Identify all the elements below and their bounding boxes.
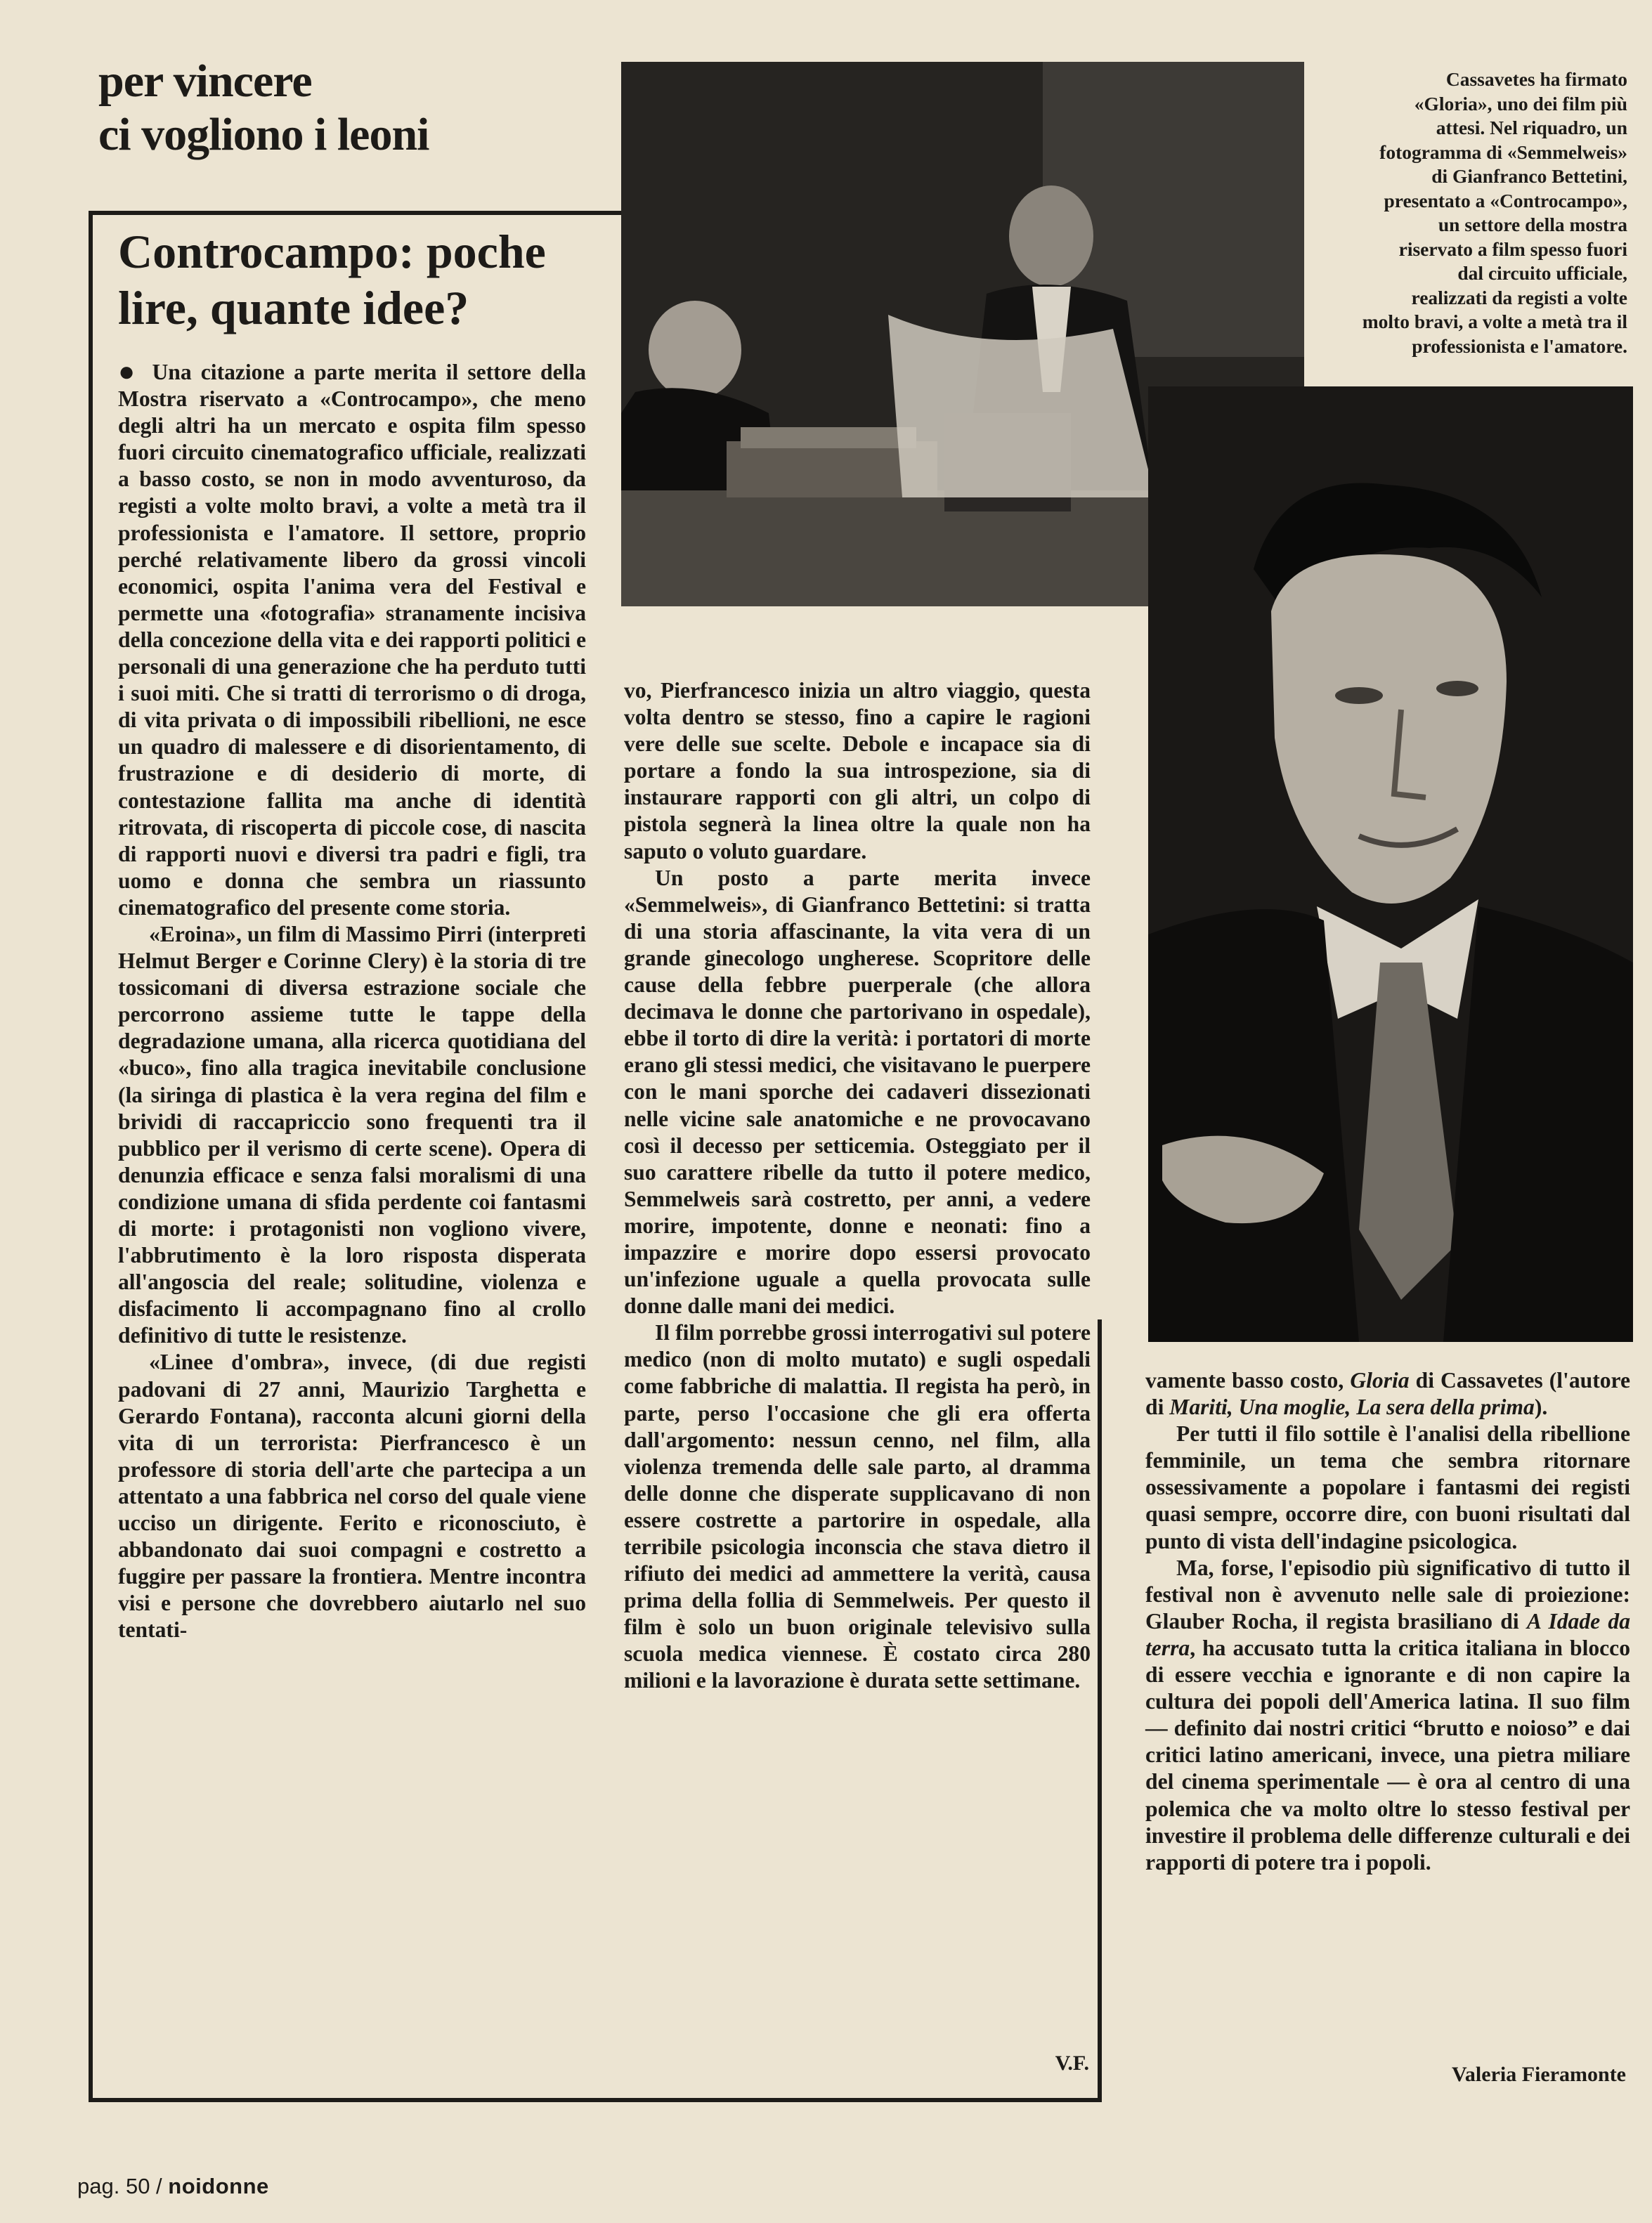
author-signature: Valeria Fieramonte [1452,2063,1626,2086]
text: , ha accusato tutta la critica italiana in blocco di essere vecchia e ignorante e di non capire la cultura dei popoli dell'America latina. Il suo film — definito dai nostri critici “brutto e noioso” e dai critici latino americani, invece, una pietra miliare del cinema sperimentale — è ora al centro di una polemica che va molto oltre lo stesso festival per investire il problema delle differenze culturali e dei rapporti di potere tra i popoli. [1145,1635,1630,1875]
cassavetes-portrait [1148,386,1633,1342]
paragraph: «Eroina», un film di Massimo Pirri (interpreti Helmut Berger e Corinne Clery) è la storia di tre tossicomani di diversa estrazione sociale che percorrono assieme tutte le tappe della degradazione umana, alla ricerca quotidiana del «buco», fino alla tragica inevitabile conclusione (la siringa di plastica è la vera regina del film e brividi di raccapriccio sono frequenti tra il pubblico per il verismo di certe scene). Opera di denunzia efficace e senza falsi moralismi di una condizione umana di sfida perdente coi fantasmi di morte: i protagonisti non vogliono vivere, l'abbrutimento è la loro risposta disperata all'angoscia del reale; solitudine, violenza e disfacimento li accompagnano fino al crollo definitivo di tutte le resistenze. [118,921,586,1348]
article-headline [98,55,590,162]
paragraph: Per tutti il filo sottile è l'analisi della ribellione femminile, un tema che sembra ritornare ossessivamente a popolare i fantasmi dei registi quasi sempre, occorre dire, con buoni risultati dal punto di vista dell'indagine psicologica. [1145,1421,1630,1553]
caption-line: dal circuito ufficiale, [1457,262,1627,284]
box-frame-top [89,211,621,215]
paragraph: vo, Pierfrancesco inizia un altro viaggio, questa volta dentro se stesso, fino a capire le ragioni vere delle sue scelte. Debole e incapace sia di portare a fondo la sua introspezione, sia di instaurare rapporti con gli altri, un colpo di pistola segnerà la linea oltre la quale non ha saputo o voluto guardare. [624,678,1091,863]
paragraph: «Linee d'ombra», invece, (di due registi padovani di 27 anni, Maurizio Targhetta e Gerardo Fontana), racconta alcuni giorni della vita di un terrorista: Pierfrancesco è un professore di storia dell'arte che partecipa a un attentato a una fabbrica nel corso del quale viene ucciso un dirigente. Ferito e riconosciuto, è abbandonato dai suoi compagni e costretto a fuggire per passare la frontiera. Mentre incontra visi e persone che dovrebbero aiutarlo nel suo tentati- [118,1350,586,1643]
right-column [1145,1367,1630,1876]
paragraph: Un posto a parte merita invece «Semmelweis», di Gianfranco Bettetini: si tratta di una storia affascinante, la vita vera di un grande ginecologo ungherese. Scopritore delle cause della febbre puerperale (che allora decimava le donne che partorivano in ospedale), ebbe il torto di dire la verità: i portatori di morte erano gli stessi medici, che visitavano le puerpere con le mani sporche dei cadaveri dissezionati nelle vicine sale anatomiche e ne provocavano così il decesso per setticemia. Osteggiato per il suo carattere ribelle da tutto il potere medico, Semmelweis sarà costretto, per anni, a vedere morire, impotente, donne e neonati: fino a impazzire e morire dopo essersi provocato un'infezione uguale a quella provocata sulle donne dalle mani dei medici. [624,865,1091,1319]
caption-line: presentato a «Controcampo», [1384,189,1627,211]
film-title: A Idade da terra [1145,1608,1630,1660]
text: ). [1534,1395,1548,1420]
caption-line: Cassavetes ha firmato [1445,68,1627,90]
caption-line: «Gloria», uno dei film più [1414,92,1627,115]
film-title: Gloria [1350,1368,1410,1393]
caption-line: professionista e l'amatore. [1412,334,1627,357]
text: Ma, forse, l'episodio più significativo di tutto il festival non è avvenuto nelle sale di proiezione: Glauber Rocha, il regista brasiliano di [1145,1555,1630,1634]
box-frame-right [1098,1319,1102,2102]
caption-line: riservato a film spesso fuori [1398,237,1627,260]
caption-line: un settore della mostra [1438,214,1627,235]
box-frame-bottom [89,2098,1102,2102]
paragraph-text: Una citazione a parte merita il settore della Mostra riservato a «Controcampo», che meno degli altri ha un mercato e ospita film spesso fuori circuito cinematografico ufficiale, realizzati a basso costo, se non in modo avventuroso, da registi a volte molto bravi, a volte a metà tra il professionista e l'amatore. Il settore, proprio perché relativamente libero da grossi vincoli economici, ospita l'anima vera del Festival e permette una «fotografia» stranamente incisiva della concezione della vita e dei rapporti politici e personali di una generazione che ha perduto tutti i suoi miti. Che si tratti di terrorismo o di droga, di vita privata o di impossibili ribellioni, ne esce un quadro di malessere e di disorientamento, di frustrazione e di desiderio di morte, di contestazione fallita ma anche di identità ritrovata, di riscoperta di piccole cose, di nascita di rapporti nuovi e diversi tra padri e figli, tra uomo e donna che sembra un riassunto cinematografico del presente come storia. [118,360,586,920]
headline-line-1: per vincere [98,56,312,107]
portrait-illustration [1148,386,1633,1342]
page-number: pag. 50 / [77,2174,169,2198]
box-column-1 [118,358,586,1644]
caption-line: fotogramma di «Semmelweis» [1379,141,1627,163]
caption-line: di Gianfranco Bettetini, [1431,165,1627,187]
photo-caption [1321,67,1627,358]
paragraph [1145,1555,1630,1876]
caption-line: molto bravi, a volte a metà tra il [1362,311,1627,332]
film-titles: Mariti, Una moglie, La sera della prima [1169,1395,1535,1420]
paragraph [1145,1367,1630,1421]
box-column-2 [624,677,1091,1695]
caption-line: attesi. Nel riquadro, un [1436,117,1627,138]
box-frame-left [89,212,93,2102]
paragraph: Il film porrebbe grossi interrogativi sul potere medico (non di molto mutato) e sugli ospedali come fabbriche di malattia. Il regista ha però, in parte, perso l'occasione che gli era offerta dall'argomento: nessun cenno, nel film, alla violenza tremenda delle sale parto, al dramma delle donne che disperate supplicavano di non essere costrette a partorire in ospedale, alla terribile psicologia inconscia che stava dietro il rifiuto dei medici ad ammettere la verità, causa prima della follia di Semmelweis. Per questo il film è solo un buon originale televisivo sulla scuola medica viennese. È costato circa 280 milioni e la lavorazione è durata sette settimane. [624,1320,1091,1693]
box-title-line-1: Controcampo: poche [118,225,546,278]
box-title [118,223,596,336]
caption-line: realizzati da registi a volte [1411,286,1627,308]
box-signature: V.F. [1055,2052,1089,2075]
text: di Cassavetes (l'autore di [1145,1368,1630,1420]
box-title-line-2: lire, quante idee? [118,281,469,334]
paragraph [118,358,586,921]
bullet-icon: ● [118,356,139,387]
headline-line-2: ci vogliono i leoni [98,109,429,160]
page-footer [77,2174,569,2199]
text: vamente basso costo, [1145,1368,1351,1393]
magazine-brand: noidonne [168,2174,269,2198]
